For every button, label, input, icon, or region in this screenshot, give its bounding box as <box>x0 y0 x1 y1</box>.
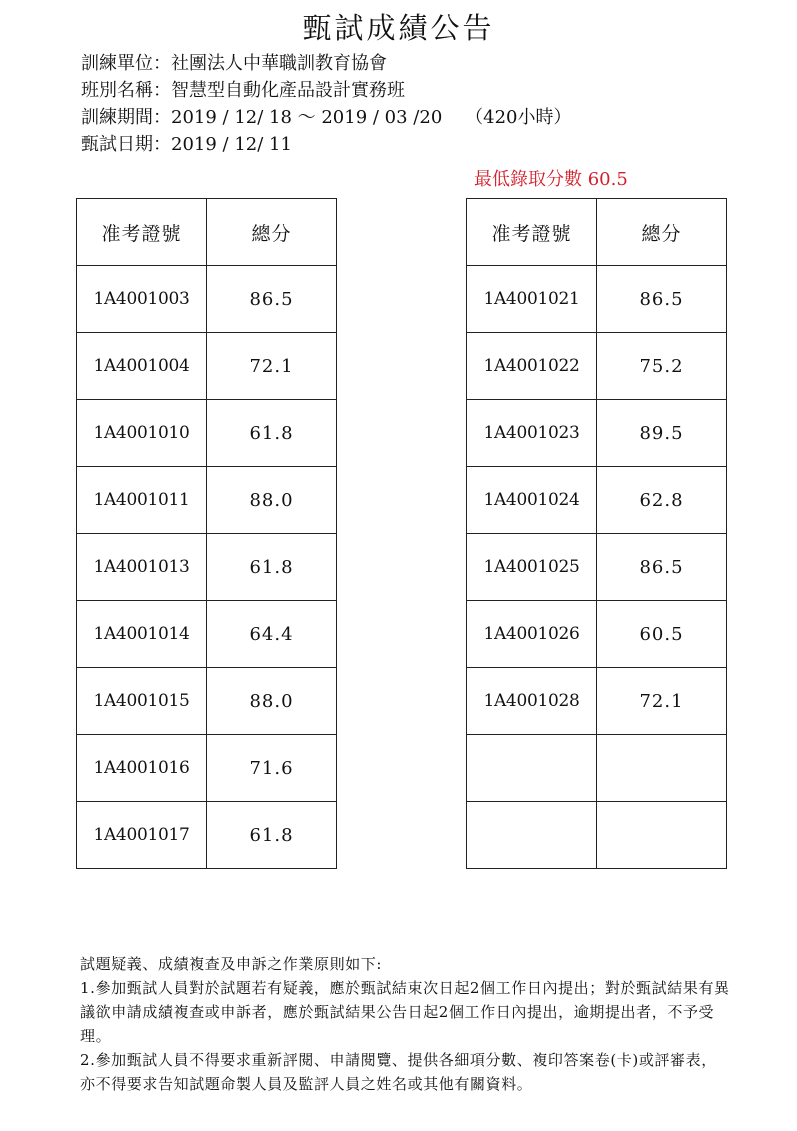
table-row <box>467 802 727 869</box>
exam-number-cell: 1A4001015 <box>77 668 207 735</box>
exam-number-cell: 1A4001026 <box>467 601 597 668</box>
table-row <box>77 266 337 333</box>
training-unit: 訓練單位：社團法人中華職訓教育協會 <box>81 53 387 74</box>
score-cell: 88.0 <box>207 668 337 735</box>
exam-number-cell: 1A4001028 <box>467 668 597 735</box>
table-row <box>77 735 337 802</box>
score-cell: 71.6 <box>207 735 337 802</box>
appeal-notes <box>80 952 730 1096</box>
table-row <box>467 735 727 802</box>
exam-number-cell <box>467 802 597 869</box>
header-total-score: 總分 <box>597 199 727 266</box>
table-row <box>467 534 727 601</box>
table-row <box>467 601 727 668</box>
exam-number-cell: 1A4001017 <box>77 802 207 869</box>
table-row <box>467 266 727 333</box>
score-cell: 60.5 <box>597 601 727 668</box>
exam-number-cell: 1A4001013 <box>77 534 207 601</box>
score-cell: 89.5 <box>597 400 727 467</box>
table-row <box>77 467 337 534</box>
score-cell: 86.5 <box>597 266 727 333</box>
exam-number-cell: 1A4001004 <box>77 333 207 400</box>
notes-heading: 試題疑義、成績複查及申訴之作業原則如下: <box>80 955 383 973</box>
table-row <box>467 333 727 400</box>
score-cell: 72.1 <box>597 668 727 735</box>
info-block <box>81 50 572 158</box>
class-name: 班別名稱：智慧型自動化產品設計實務班 <box>81 80 405 101</box>
exam-number-cell: 1A4001022 <box>467 333 597 400</box>
header-exam-number: 准考證號 <box>77 199 207 266</box>
exam-number-cell: 1A4001024 <box>467 467 597 534</box>
training-period: 訓練期間：2019 / 12/ 18 ～ 2019 / 03 /20 （420小時） <box>81 107 572 128</box>
exam-number-cell: 1A4001021 <box>467 266 597 333</box>
score-cell: 61.8 <box>207 400 337 467</box>
table-row <box>467 467 727 534</box>
notes-item-1: 1.參加甄試人員對於試題若有疑義，應於甄試結束次日起2個工作日內提出；對於甄試結果有異議欲申請成績複查或申訴者，應於甄試結果公告日起2個工作日內提出，逾期提出者，不予受理。 <box>80 979 730 1045</box>
exam-number-cell: 1A4001003 <box>77 266 207 333</box>
minimum-admission-score: 最低錄取分數 60.5 <box>474 169 628 190</box>
score-cell: 88.0 <box>207 467 337 534</box>
score-cell: 64.4 <box>207 601 337 668</box>
score-table-right <box>466 198 727 869</box>
exam-number-cell: 1A4001010 <box>77 400 207 467</box>
header-total-score: 總分 <box>207 199 337 266</box>
table-row <box>77 601 337 668</box>
table-row <box>77 534 337 601</box>
table-row <box>77 668 337 735</box>
score-cell: 86.5 <box>207 266 337 333</box>
score-cell <box>597 735 727 802</box>
score-cell: 86.5 <box>597 534 727 601</box>
score-cell: 72.1 <box>207 333 337 400</box>
table-row <box>467 400 727 467</box>
table-row <box>77 400 337 467</box>
exam-number-cell: 1A4001011 <box>77 467 207 534</box>
score-cell: 61.8 <box>207 802 337 869</box>
score-cell: 61.8 <box>207 534 337 601</box>
exam-number-cell: 1A4001014 <box>77 601 207 668</box>
table-row <box>77 802 337 869</box>
table-row <box>77 333 337 400</box>
notes-item-2: 2.參加甄試人員不得要求重新評閱、申請閱覽、提供各細項分數、複印答案卷(卡)或評審表，亦不得要求告知試題命製人員及監評人員之姓名或其他有關資料。 <box>80 1051 717 1093</box>
score-cell: 75.2 <box>597 333 727 400</box>
exam-number-cell: 1A4001023 <box>467 400 597 467</box>
page-title: 甄試成績公告 <box>302 11 495 45</box>
score-cell <box>597 802 727 869</box>
header-exam-number: 准考證號 <box>467 199 597 266</box>
score-table-left <box>76 198 337 869</box>
exam-number-cell: 1A4001025 <box>467 534 597 601</box>
score-cell: 62.8 <box>597 467 727 534</box>
exam-number-cell <box>467 735 597 802</box>
exam-date: 甄試日期：2019 / 12/ 11 <box>81 134 292 155</box>
table-header-row <box>77 199 337 266</box>
table-row <box>467 668 727 735</box>
exam-number-cell: 1A4001016 <box>77 735 207 802</box>
table-header-row <box>467 199 727 266</box>
